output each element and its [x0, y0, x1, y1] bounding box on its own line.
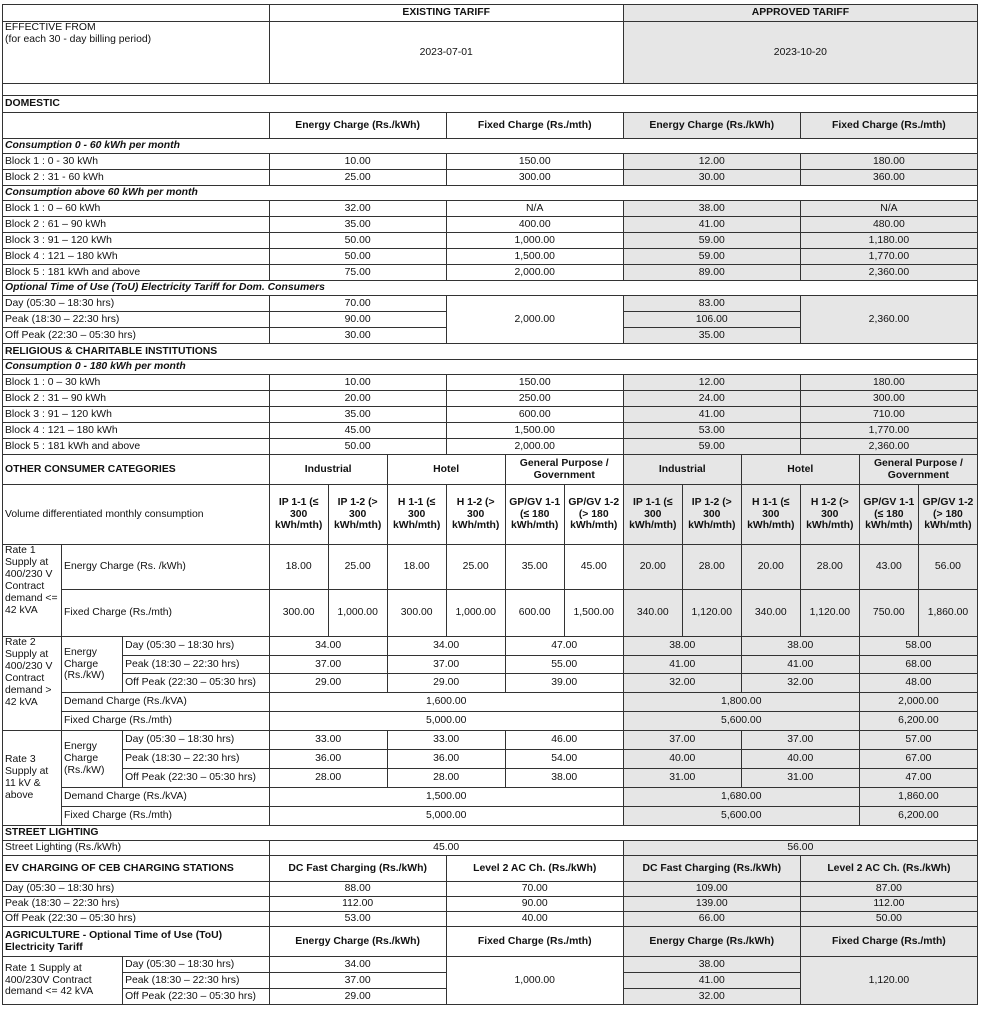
table-row-label: Peak (18:30 – 22:30 hrs): [3, 897, 270, 912]
table-cell: 47.00: [859, 769, 977, 788]
table-cell: 41.00: [623, 973, 800, 989]
table-cell: 36.00: [387, 750, 505, 769]
table-cell: 300.00: [269, 590, 328, 637]
table-cell: 5,600.00: [623, 807, 859, 826]
domestic-tou-ap-fixed: 2,360.00: [800, 296, 977, 344]
table-cell: 300.00: [446, 170, 623, 186]
table-cell: 18.00: [387, 545, 446, 590]
table-cell: N/A: [800, 201, 977, 217]
ex-industrial-header: Industrial: [269, 455, 387, 485]
table-cell: 28.00: [269, 769, 387, 788]
table-row-label: Block 2 : 31 – 90 kWh: [3, 391, 270, 407]
table-cell: 1,500.00: [269, 788, 623, 807]
table-cell: 180.00: [800, 154, 977, 170]
table-cell: 50.00: [269, 233, 446, 249]
table-cell: 31.00: [741, 769, 859, 788]
table-row-label: Block 2 : 31 - 60 kWh: [3, 170, 270, 186]
table-cell: 1,770.00: [800, 249, 977, 265]
existing-date: 2023-07-01: [269, 22, 623, 84]
table-cell: 300.00: [800, 391, 977, 407]
table-cell: 1,500.00: [446, 423, 623, 439]
rate3-fixed-label: Fixed Charge (Rs./mth): [62, 807, 270, 826]
street-title: STREET LIGHTING: [3, 826, 978, 841]
rate3-label: Rate 3 Supply at 11 kV & above: [3, 731, 62, 826]
subcat-header: GP/GV 1-2 (> 180 kWh/mth): [918, 485, 977, 545]
table-cell: 38.00: [623, 201, 800, 217]
agri-ap-fixed: 1,120.00: [800, 957, 977, 1005]
domestic-title: DOMESTIC: [3, 96, 978, 113]
table-cell: 37.00: [623, 731, 741, 750]
religious-consumption: Consumption 0 - 180 kWh per month: [3, 360, 978, 375]
domestic-tou-title: Optional Time of Use (ToU) Electricity Tariff for Dom. Consumers: [3, 281, 978, 296]
table-cell: 250.00: [446, 391, 623, 407]
table-cell: 29.00: [269, 989, 446, 1005]
table-row-label: Peak (18:30 – 22:30 hrs): [3, 312, 270, 328]
domestic-ex-energy-header: Energy Charge (Rs./kWh): [269, 113, 446, 139]
subcat-header: IP 1-2 (> 300 kWh/mth): [682, 485, 741, 545]
table-cell: 56.00: [918, 545, 977, 590]
table-cell: 88.00: [269, 882, 446, 897]
table-cell: 35.00: [269, 407, 446, 423]
table-cell: 150.00: [446, 154, 623, 170]
table-cell: 1,180.00: [800, 233, 977, 249]
table-cell: 35.00: [623, 328, 800, 344]
subcat-header: GP/GV 1-2 (> 180 kWh/mth): [564, 485, 623, 545]
rate2-demand-label: Demand Charge (Rs./kVA): [62, 693, 270, 712]
agri-rate-label: Rate 1 Supply at 400/230V Contract demand <= 42 kVA: [3, 957, 123, 1005]
table-cell: 112.00: [800, 897, 977, 912]
agri-ap-energy-header: Energy Charge (Rs./kWh): [623, 927, 800, 957]
table-cell: 34.00: [387, 637, 505, 656]
table-cell: 28.00: [800, 545, 859, 590]
table-cell: 12.00: [623, 154, 800, 170]
table-row-label: Block 4 : 121 – 180 kWh: [3, 423, 270, 439]
table-cell: 18.00: [269, 545, 328, 590]
table-cell: 2,360.00: [800, 439, 977, 455]
subcat-header: GP/GV 1-1 (≤ 180 kWh/mth): [859, 485, 918, 545]
table-cell: 1,000.00: [446, 233, 623, 249]
ev-title: EV CHARGING OF CEB CHARGING STATIONS: [3, 856, 270, 882]
table-cell: 66.00: [623, 912, 800, 927]
table-cell: 710.00: [800, 407, 977, 423]
table-cell: 37.00: [269, 656, 387, 674]
table-cell: 32.00: [741, 674, 859, 693]
table-row-label: Day (05:30 – 18:30 hrs): [3, 882, 270, 897]
domestic-consumption-above-60: Consumption above 60 kWh per month: [3, 186, 978, 201]
subcat-header: GP/GV 1-1 (≤ 180 kWh/mth): [505, 485, 564, 545]
table-cell: 2,360.00: [800, 265, 977, 281]
table-cell: 35.00: [269, 217, 446, 233]
other-title: OTHER CONSUMER CATEGORIES: [3, 455, 270, 485]
agri-ex-fixed: 1,000.00: [446, 957, 623, 1005]
table-cell: 40.00: [446, 912, 623, 927]
table-cell: 36.00: [269, 750, 387, 769]
rate2-energy-label: Energy Charge (Rs./kW): [62, 637, 123, 693]
table-row-label: Day (05:30 – 18:30 hrs): [123, 731, 270, 750]
table-cell: 30.00: [269, 328, 446, 344]
table-cell: 37.00: [269, 973, 446, 989]
table-cell: 54.00: [505, 750, 623, 769]
table-cell: 1,500.00: [446, 249, 623, 265]
table-cell: 38.00: [741, 637, 859, 656]
rate1-fixed-label: Fixed Charge (Rs./mth): [62, 590, 270, 637]
table-cell: 55.00: [505, 656, 623, 674]
subcat-header: H 1-1 (≤ 300 kWh/mth): [741, 485, 800, 545]
table-cell: 32.00: [623, 674, 741, 693]
table-cell: 480.00: [800, 217, 977, 233]
volume-label: Volume differentiated monthly consumption: [3, 485, 270, 545]
table-cell: 360.00: [800, 170, 977, 186]
table-cell: 57.00: [859, 731, 977, 750]
ex-gp-header: General Purpose / Government: [505, 455, 623, 485]
table-cell: 600.00: [446, 407, 623, 423]
table-row-label: Block 3 : 91 – 120 kWh: [3, 407, 270, 423]
table-cell: 32.00: [623, 989, 800, 1005]
table-cell: 20.00: [741, 545, 800, 590]
table-cell: 1,500.00: [564, 590, 623, 637]
table-cell: 28.00: [682, 545, 741, 590]
table-cell: 38.00: [623, 637, 741, 656]
table-cell: 41.00: [623, 407, 800, 423]
table-cell: 300.00: [387, 590, 446, 637]
table-cell: 10.00: [269, 154, 446, 170]
table-cell: 2,000.00: [446, 265, 623, 281]
table-cell: 38.00: [623, 957, 800, 973]
table-cell: 340.00: [741, 590, 800, 637]
table-cell: 1,860.00: [859, 788, 977, 807]
table-cell: 47.00: [505, 637, 623, 656]
street-existing: 45.00: [269, 841, 623, 856]
street-approved: 56.00: [623, 841, 977, 856]
table-row-label: Off Peak (22:30 – 05:30 hrs): [3, 912, 270, 927]
table-cell: 90.00: [269, 312, 446, 328]
table-cell: 41.00: [741, 656, 859, 674]
table-row-label: Block 1 : 0 – 30 kWh: [3, 375, 270, 391]
table-row-label: Off Peak (22:30 – 05:30 hrs): [123, 989, 270, 1005]
table-cell: 25.00: [328, 545, 387, 590]
table-row-label: Day (05:30 – 18:30 hrs): [123, 637, 270, 656]
table-row-label: Day (05:30 – 18:30 hrs): [123, 957, 270, 973]
subcat-header: H 1-2 (> 300 kWh/mth): [800, 485, 859, 545]
rate3-demand-label: Demand Charge (Rs./kVA): [62, 788, 270, 807]
ex-hotel-header: Hotel: [387, 455, 505, 485]
ev-ex-dc-header: DC Fast Charging (Rs./kWh): [269, 856, 446, 882]
table-cell: 29.00: [269, 674, 387, 693]
approved-date: 2023-10-20: [623, 22, 977, 84]
table-cell: 33.00: [269, 731, 387, 750]
table-cell: 5,000.00: [269, 807, 623, 826]
approved-tariff-header: APPROVED TARIFF: [623, 5, 977, 22]
table-cell: 41.00: [623, 217, 800, 233]
table-cell: 24.00: [623, 391, 800, 407]
rate3-energy-label: Energy Charge (Rs./kW): [62, 731, 123, 788]
subcat-header: H 1-1 (≤ 300 kWh/mth): [387, 485, 446, 545]
table-cell: 59.00: [623, 249, 800, 265]
table-cell: 70.00: [269, 296, 446, 312]
subcat-header: H 1-2 (> 300 kWh/mth): [446, 485, 505, 545]
table-cell: 50.00: [269, 249, 446, 265]
table-cell: 68.00: [859, 656, 977, 674]
table-cell: 33.00: [387, 731, 505, 750]
table-cell: 1,600.00: [269, 693, 623, 712]
table-cell: 1,680.00: [623, 788, 859, 807]
table-cell: 45.00: [269, 423, 446, 439]
table-cell: 1,000.00: [328, 590, 387, 637]
table-cell: 75.00: [269, 265, 446, 281]
table-cell: 53.00: [269, 912, 446, 927]
domestic-tou-ex-fixed: 2,000.00: [446, 296, 623, 344]
rate1-label: Rate 1 Supply at 400/230 V Contract demand <= 42 kVA: [3, 545, 62, 637]
table-row-label: Block 5 : 181 kWh and above: [3, 439, 270, 455]
table-cell: 90.00: [446, 897, 623, 912]
table-row-label: Off Peak (22:30 – 05:30 hrs): [123, 674, 270, 693]
table-cell: 1,120.00: [800, 590, 859, 637]
table-cell: 48.00: [859, 674, 977, 693]
table-cell: 25.00: [269, 170, 446, 186]
table-cell: 1,860.00: [918, 590, 977, 637]
ap-industrial-header: Industrial: [623, 455, 741, 485]
table-cell: 6,200.00: [859, 712, 977, 731]
table-cell: 58.00: [859, 637, 977, 656]
table-cell: 750.00: [859, 590, 918, 637]
agri-ex-fixed-header: Fixed Charge (Rs./mth): [446, 927, 623, 957]
table-cell: 43.00: [859, 545, 918, 590]
table-cell: 35.00: [505, 545, 564, 590]
subcat-header: IP 1-2 (> 300 kWh/mth): [328, 485, 387, 545]
table-cell: 180.00: [800, 375, 977, 391]
table-cell: 67.00: [859, 750, 977, 769]
table-cell: 87.00: [800, 882, 977, 897]
table-cell: 109.00: [623, 882, 800, 897]
table-cell: 2,000.00: [859, 693, 977, 712]
street-label: Street Lighting (Rs./kWh): [3, 841, 270, 856]
table-cell: 5,000.00: [269, 712, 623, 731]
table-cell: 83.00: [623, 296, 800, 312]
rate2-fixed-label: Fixed Charge (Rs./mth): [62, 712, 270, 731]
table-cell: 2,000.00: [446, 439, 623, 455]
table-cell: 34.00: [269, 957, 446, 973]
table-row-label: Peak (18:30 – 22:30 hrs): [123, 656, 270, 674]
table-row-label: Block 4 : 121 – 180 kWh: [3, 249, 270, 265]
domestic-consumption-0-60: Consumption 0 - 60 kWh per month: [3, 139, 978, 154]
subcat-header: IP 1-1 (≤ 300 kWh/mth): [623, 485, 682, 545]
table-cell: 39.00: [505, 674, 623, 693]
domestic-ex-fixed-header: Fixed Charge (Rs./mth): [446, 113, 623, 139]
table-cell: 31.00: [623, 769, 741, 788]
table-cell: 25.00: [446, 545, 505, 590]
ev-ex-ac-header: Level 2 AC Ch. (Rs./kWh): [446, 856, 623, 882]
table-cell: 150.00: [446, 375, 623, 391]
table-cell: 600.00: [505, 590, 564, 637]
table-cell: 28.00: [387, 769, 505, 788]
agri-ex-energy-header: Energy Charge (Rs./kWh): [269, 927, 446, 957]
table-cell: 1,770.00: [800, 423, 977, 439]
subcat-header: IP 1-1 (≤ 300 kWh/mth): [269, 485, 328, 545]
rate1-energy-label: Energy Charge (Rs. /kWh): [62, 545, 270, 590]
table-cell: 70.00: [446, 882, 623, 897]
table-cell: 10.00: [269, 375, 446, 391]
table-cell: 59.00: [623, 439, 800, 455]
existing-tariff-header: EXISTING TARIFF: [269, 5, 623, 22]
table-cell: 106.00: [623, 312, 800, 328]
ev-ap-ac-header: Level 2 AC Ch. (Rs./kWh): [800, 856, 977, 882]
domestic-ap-energy-header: Energy Charge (Rs./kWh): [623, 113, 800, 139]
table-row-label: Block 2 : 61 – 90 kWh: [3, 217, 270, 233]
billing-period-text: (for each 30 - day billing period): [5, 33, 152, 45]
table-row-label: Block 5 : 181 kWh and above: [3, 265, 270, 281]
table-cell: 37.00: [387, 656, 505, 674]
effective-from-text: EFFECTIVE FROM: [5, 22, 96, 33]
table-cell: 1,120.00: [682, 590, 741, 637]
effective-from-label: [3, 22, 270, 84]
ev-ap-dc-header: DC Fast Charging (Rs./kWh): [623, 856, 800, 882]
table-cell: 20.00: [623, 545, 682, 590]
table-cell: 50.00: [800, 912, 977, 927]
table-cell: 5,600.00: [623, 712, 859, 731]
table-cell: 6,200.00: [859, 807, 977, 826]
agri-ap-fixed-header: Fixed Charge (Rs./mth): [800, 927, 977, 957]
rate2-label: Rate 2 Supply at 400/230 V Contract demand > 42 kVA: [3, 637, 62, 731]
religious-title: RELIGIOUS & CHARITABLE INSTITUTIONS: [3, 344, 978, 360]
table-cell: 38.00: [505, 769, 623, 788]
table-row-label: Block 1 : 0 - 30 kWh: [3, 154, 270, 170]
table-row-label: Off Peak (22:30 – 05:30 hrs): [3, 328, 270, 344]
table-cell: 1,800.00: [623, 693, 859, 712]
table-row-label: Peak (18:30 – 22:30 hrs): [123, 750, 270, 769]
table-row-label: Off Peak (22:30 – 05:30 hrs): [123, 769, 270, 788]
table-cell: 29.00: [387, 674, 505, 693]
table-cell: 20.00: [269, 391, 446, 407]
table-cell: 46.00: [505, 731, 623, 750]
table-row-label: Day (05:30 – 18:30 hrs): [3, 296, 270, 312]
table-cell: 40.00: [741, 750, 859, 769]
agri-title: AGRICULTURE - Optional Time of Use (ToU) Electricity Tariff: [3, 927, 270, 957]
table-cell: 1,000.00: [446, 590, 505, 637]
table-cell: 41.00: [623, 656, 741, 674]
tariff-table: [2, 4, 978, 1005]
table-cell: 112.00: [269, 897, 446, 912]
table-cell: 50.00: [269, 439, 446, 455]
table-cell: 34.00: [269, 637, 387, 656]
table-row-label: Block 1 : 0 – 60 kWh: [3, 201, 270, 217]
table-cell: 32.00: [269, 201, 446, 217]
table-cell: N/A: [446, 201, 623, 217]
table-cell: 59.00: [623, 233, 800, 249]
table-cell: 45.00: [564, 545, 623, 590]
table-cell: 53.00: [623, 423, 800, 439]
table-cell: 400.00: [446, 217, 623, 233]
table-cell: 37.00: [741, 731, 859, 750]
table-cell: 89.00: [623, 265, 800, 281]
domestic-ap-fixed-header: Fixed Charge (Rs./mth): [800, 113, 977, 139]
table-cell: 139.00: [623, 897, 800, 912]
table-cell: 40.00: [623, 750, 741, 769]
table-row-label: Block 3 : 91 – 120 kWh: [3, 233, 270, 249]
table-cell: 340.00: [623, 590, 682, 637]
ap-gp-header: General Purpose / Government: [859, 455, 977, 485]
ap-hotel-header: Hotel: [741, 455, 859, 485]
table-cell: 30.00: [623, 170, 800, 186]
table-row-label: Peak (18:30 – 22:30 hrs): [123, 973, 270, 989]
table-cell: 12.00: [623, 375, 800, 391]
